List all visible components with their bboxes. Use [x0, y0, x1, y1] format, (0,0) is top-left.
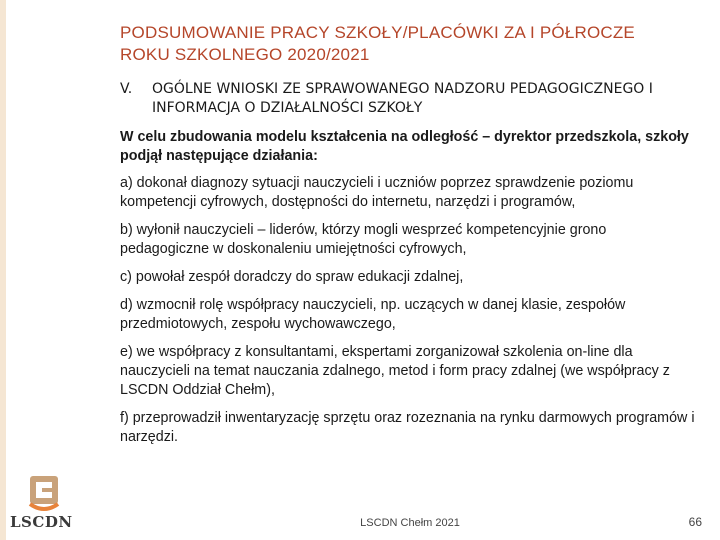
slide-body: [120, 128, 698, 456]
section-heading: [120, 80, 705, 118]
list-item-b: b) wyłonił nauczycieli – liderów, którzy mogli wesprzeć kompetencyjnie grono pedagogiczne w doskonaleniu umiejętności cyfrowych,: [120, 222, 607, 257]
list-item-d: d) wzmocnił rolę współpracy nauczycieli, np. uczących w danej klasie, zespołów przedmiotowych, zespołu wychowawczego,: [120, 297, 626, 332]
lead-paragraph: W celu zbudowania modelu kształcenia na odległość – dyrektor przedszkola, szkoły podjął następujące działania:: [120, 129, 689, 164]
section-number: V.: [120, 81, 133, 97]
list-item-e: e) we współpracy z konsultantami, ekspertami zorganizował szkolenia on-line dla nauczycieli na temat nauczania zdalnego, metod i form pracy zdalnej (we współpracy z LSCDN Oddział Chełm),: [120, 344, 670, 398]
page-number: 66: [688, 515, 702, 529]
list-item-c: c) powołał zespół doradczy do spraw edukacji zdalnej,: [120, 269, 464, 285]
accent-bar: [0, 0, 6, 540]
section-heading-text: OGÓLNE WNIOSKI ZE SPRAWOWANEGO NADZORU PEDAGOGICZNEGO I INFORMACJA O DZIAŁALNOŚCI SZKOŁY: [152, 81, 653, 116]
list-item-a: a) dokonał diagnozy sytuacji nauczycieli i uczniów poprzez sprawdzenie poziomu kompetencji cyfrowych, dostępności do internetu, narzędzi i programów,: [120, 175, 634, 210]
footer-text: LSCDN Chełm 2021: [360, 517, 460, 529]
list-item-f: f) przeprowadził inwentaryzację sprzętu oraz rozeznania na rynku darmowych programów i narzędzi.: [120, 410, 695, 445]
logo-text: LSCDN: [10, 513, 73, 531]
slide-title: PODSUMOWANIE PRACY SZKOŁY/PLACÓWKI ZA I PÓŁROCZE ROKU SZKOLNEGO 2020/2021: [120, 23, 635, 64]
